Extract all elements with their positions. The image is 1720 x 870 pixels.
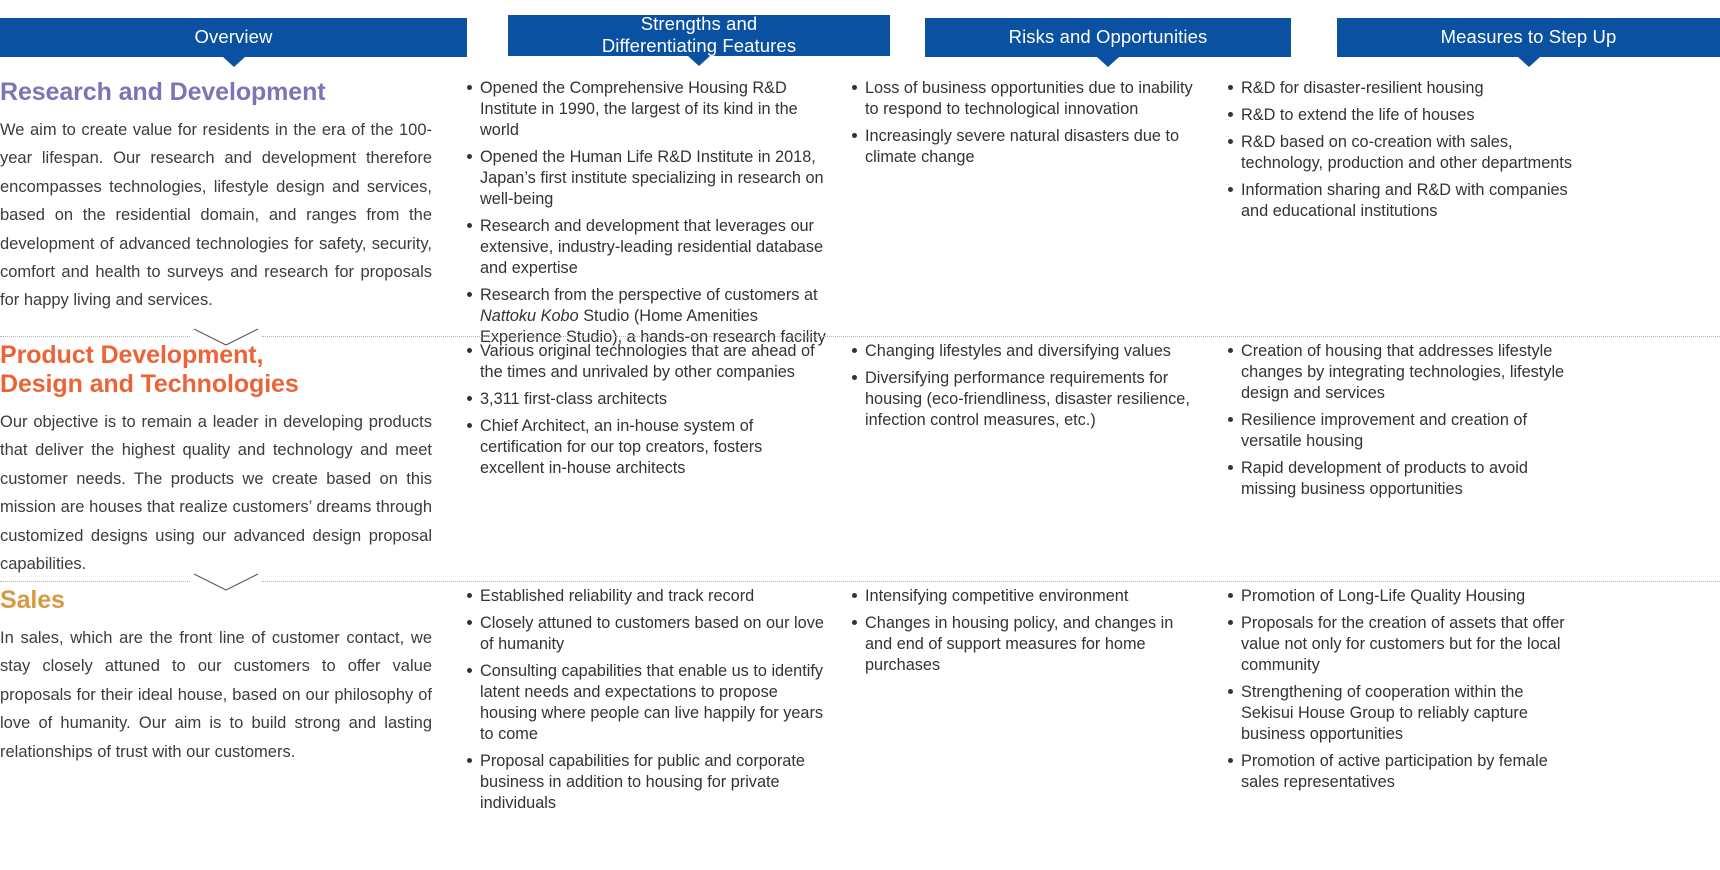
list-item: Promotion of Long-Life Quality Housing <box>1227 586 1572 607</box>
list-item: Consulting capabilities that enable us to identify latent needs and expectations to propose housing where people can live happily for years to come <box>466 661 826 745</box>
bullet-list <box>1227 78 1572 222</box>
measures-cell-product <box>1227 341 1572 500</box>
list-item: 3,311 first-class architects <box>466 389 826 410</box>
divider-line-right <box>262 581 1720 582</box>
strengths-cell-research <box>466 78 826 348</box>
section-body-research: We aim to create value for residents in the era of the 100-year lifespan. Our research and development therefore encompasses technologies, lifestyle design and services, based on the residential domain, and ranges from the development of advanced technologies for safety, security, comfort and health to surveys and research for proposals for happy living and services. <box>0 121 432 310</box>
list-item: Research and development that leverages our extensive, industry-leading residential database and expertise <box>466 216 826 279</box>
list-item: Rapid development of products to avoid missing business opportunities <box>1227 458 1572 500</box>
strengths-cell-sales <box>466 586 826 814</box>
divider-line-right <box>262 336 1720 337</box>
list-item: R&D to extend the life of houses <box>1227 105 1572 126</box>
column-header-risks-label: Risks and Opportunities <box>1008 26 1208 48</box>
measures-cell-sales <box>1227 586 1572 793</box>
section-body-product: Our objective is to remain a leader in developing products that deliver the highest quality and technology and meet customer needs. The products we create based on this mission are houses that realize customers’ dreams through customized designs using our advanced design proposal capabilities. <box>0 413 432 573</box>
bullet-list <box>851 341 1201 431</box>
list-item-text-italic: Nattoku Kobo <box>480 307 579 326</box>
overview-cell-research <box>0 78 432 315</box>
risks-cell-product <box>851 341 1201 431</box>
list-item: Strengthening of cooperation within the Sekisui House Group to reliably capture business opportunities <box>1227 682 1572 745</box>
list-item: R&D for disaster-resilient housing <box>1227 78 1572 99</box>
bullet-list <box>851 586 1201 676</box>
list-item: Resilience improvement and creation of versatile housing <box>1227 410 1572 452</box>
divider-line-left <box>0 581 190 582</box>
column-header-strengths-label <box>602 13 796 57</box>
measures-cell-research <box>1227 78 1572 222</box>
header-arrow-down-icon-overview <box>223 57 245 67</box>
risks-cell-research <box>851 78 1201 168</box>
header-arrow-down-icon-strengths <box>688 56 710 66</box>
section-body-sales: In sales, which are the front line of customer contact, we stay closely attuned to our customers to offer value proposals for their ideal house, based on our philosophy of love of humanity. Our aim is to build strong and lasting relationships of trust with our customers. <box>0 629 432 761</box>
list-item: R&D based on co-creation with sales, technology, production and other departments <box>1227 132 1572 174</box>
column-header-strengths <box>508 15 890 56</box>
overview-cell-product <box>0 341 432 578</box>
list-item: Established reliability and track record <box>466 586 826 607</box>
section-title-product-line2: Design and Technologies <box>0 370 299 398</box>
column-header-strengths-label-line2: Differentiating Features <box>601 35 797 56</box>
list-item-text-post: Studio (Home Amenities Experience Studio), a hands-on research facility <box>480 307 826 347</box>
list-item: Information sharing and R&D with companies and educational institutions <box>1227 180 1572 222</box>
column-headers <box>0 0 1720 72</box>
list-item: Opened the Comprehensive Housing R&D Institute in 1990, the largest of its kind in the world <box>466 78 826 141</box>
section-title-product-line1: Product Development, <box>0 341 264 369</box>
list-item: Various original technologies that are ahead of the times and unrivaled by other companies <box>466 341 826 383</box>
list-item: Closely attuned to customers based on our love of humanity <box>466 613 826 655</box>
list-item: Creation of housing that addresses lifestyle changes by integrating technologies, lifestyle design and services <box>1227 341 1572 404</box>
list-item-text-pre: Research from the perspective of customers at <box>480 286 818 305</box>
bullet-list <box>851 78 1201 168</box>
bullet-list <box>466 78 826 348</box>
strengths-cell-product <box>466 341 826 479</box>
list-item: Diversifying performance requirements for housing (eco-friendliness, disaster resilience, infection control measures, etc.) <box>851 368 1201 431</box>
column-header-risks <box>925 18 1291 57</box>
list-item: Opened the Human Life R&D Institute in 2018, Japan’s first institute specializing in research on well-being <box>466 147 826 210</box>
section-title-research: Research and Development <box>0 78 326 106</box>
list-item: Increasingly severe natural disasters due to climate change <box>851 126 1201 168</box>
column-header-strengths-label-line1: Strengths and <box>640 13 758 35</box>
column-header-measures <box>1337 18 1720 57</box>
section-title-product <box>0 341 432 399</box>
list-item: Promotion of active participation by female sales representatives <box>1227 751 1572 793</box>
column-header-overview-label: Overview <box>194 26 273 48</box>
list-item: Proposals for the creation of assets that offer value not only for customers but for the local community <box>1227 613 1572 676</box>
risks-cell-sales <box>851 586 1201 676</box>
section-title-sales: Sales <box>0 586 65 614</box>
bullet-list <box>1227 341 1572 500</box>
column-header-measures-label: Measures to Step Up <box>1440 26 1617 48</box>
list-item: Changes in housing policy, and changes in and end of support measures for home purchases <box>851 613 1201 676</box>
list-item: Proposal capabilities for public and corporate business in addition to housing for private individuals <box>466 751 826 814</box>
column-header-overview <box>0 18 467 57</box>
bullet-list <box>466 341 826 479</box>
list-item: Intensifying competitive environment <box>851 586 1201 607</box>
list-item: Changing lifestyles and diversifying values <box>851 341 1201 362</box>
overview-cell-sales <box>0 586 432 766</box>
list-item: Chief Architect, an in-house system of certification for our top creators, fosters excellent in-house architects <box>466 416 826 479</box>
list-item: Loss of business opportunities due to inability to respond to technological innovation <box>851 78 1201 120</box>
bullet-list <box>466 586 826 814</box>
divider-line-left <box>0 336 190 337</box>
header-arrow-down-icon-risks <box>1097 57 1119 67</box>
bullet-list <box>1227 586 1572 793</box>
header-arrow-down-icon-measures <box>1518 57 1540 67</box>
